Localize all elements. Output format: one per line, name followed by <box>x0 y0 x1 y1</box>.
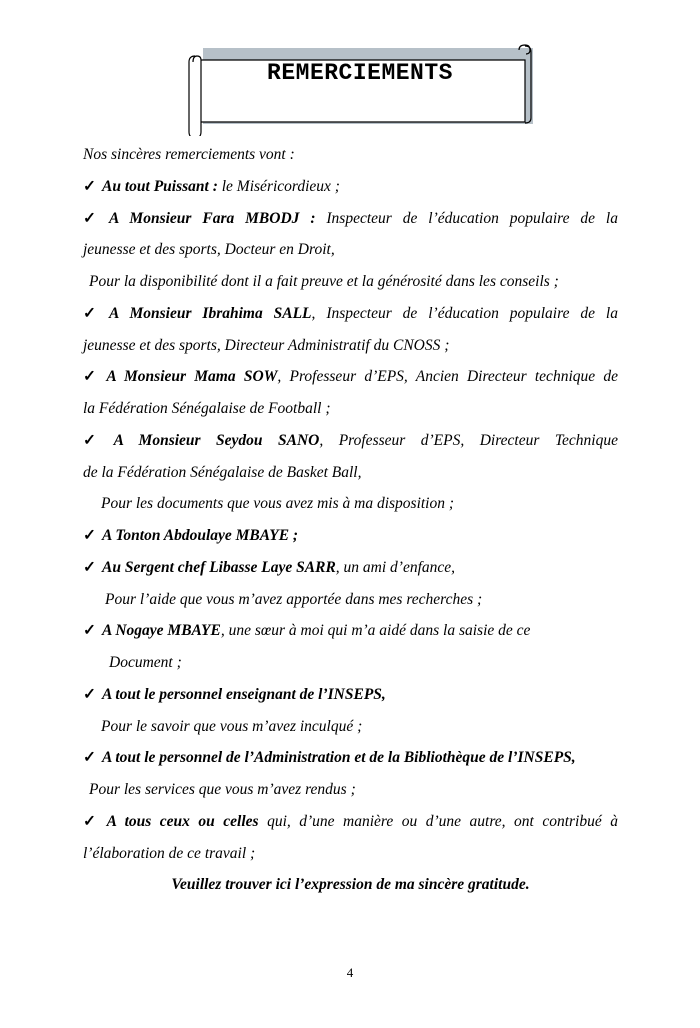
recipient-name: A tous ceux ou celles <box>106 812 259 830</box>
line-text: , un ami d’enfance, <box>335 558 456 576</box>
text-line <box>83 647 618 679</box>
recipient-name: A Monsieur Seydou SANO <box>113 431 320 449</box>
acknowledgement-item <box>83 552 618 584</box>
acknowledgement-item <box>83 361 618 393</box>
checkmark-icon: ✓ <box>83 304 104 322</box>
recipient-name: Veuillez trouver ici l’expression de ma sincère gratitude. <box>171 876 530 894</box>
acknowledgement-item <box>83 203 618 235</box>
line-text: Pour l’aide que vous m’avez apportée dans mes recherches ; <box>105 590 483 608</box>
line-text: Pour les services que vous m’avez rendus ; <box>89 781 356 798</box>
page-title: REMERCIEMENTS <box>267 60 453 86</box>
recipient-name: Au tout Puissant : <box>102 177 218 195</box>
acknowledgement-item <box>83 806 618 838</box>
recipient-name: A Tonton Abdoulaye MBAYE ; <box>102 527 299 544</box>
line-text: , Inspecteur de l’éducation populaire de la <box>311 304 618 322</box>
line-text: , Professeur d’EPS, Directeur Technique <box>319 431 618 449</box>
text-line <box>83 774 618 806</box>
acknowledgement-item <box>83 298 618 330</box>
line-text: Document ; <box>109 654 182 671</box>
acknowledgement-item <box>83 171 618 203</box>
recipient-name: A Monsieur Ibrahima SALL <box>109 304 312 322</box>
line-text: le Miséricordieux ; <box>217 177 340 195</box>
line-text: Pour le savoir que vous m’avez inculqué ; <box>101 717 363 735</box>
checkmark-icon: ✓ <box>83 622 96 640</box>
acknowledgement-item <box>83 425 618 457</box>
text-line <box>83 330 618 362</box>
line-text: la Fédération Sénégalaise de Football ; <box>83 400 331 417</box>
recipient-name: A Monsieur Mama SOW <box>106 368 278 386</box>
text-line <box>83 393 618 425</box>
text-line <box>83 457 618 489</box>
text-line <box>83 234 618 266</box>
acknowledgement-item <box>83 520 618 552</box>
line-text: , Professeur d’EPS, Ancien Directeur technique de <box>277 368 618 386</box>
checkmark-icon: ✓ <box>83 685 96 703</box>
checkmark-icon: ✓ <box>83 558 96 576</box>
checkmark-icon: ✓ <box>83 527 96 544</box>
text-line <box>83 838 618 870</box>
title-scroll-banner <box>183 36 543 136</box>
recipient-name: A tout le personnel enseignant de l’INSEPS, <box>102 685 386 703</box>
text-line <box>83 711 618 743</box>
checkmark-icon: ✓ <box>83 177 96 195</box>
page-number: 4 <box>346 965 354 980</box>
line-text: , une sœur à moi qui m’a aidé dans la saisie de ce <box>220 622 531 640</box>
line-text: Nos sincères remerciements vont : <box>83 146 295 163</box>
line-text: qui, d’une manière ou d’une autre, ont contribué à <box>258 812 618 830</box>
acknowledgement-item <box>83 615 618 647</box>
recipient-name: A tout le personnel de l’Administration et de la Bibliothèque de l’INSEPS, <box>102 749 576 767</box>
checkmark-icon: ✓ <box>83 368 101 386</box>
line-text: jeunesse et des sports, Directeur Administratif du CNOSS ; <box>83 336 450 354</box>
text-line <box>83 584 618 616</box>
checkmark-icon: ✓ <box>83 812 101 830</box>
checkmark-icon: ✓ <box>83 209 104 227</box>
text-line <box>83 869 618 901</box>
recipient-name: A Monsieur Fara MBODJ : <box>109 209 316 227</box>
checkmark-icon: ✓ <box>83 431 108 449</box>
line-text: de la Fédération Sénégalaise de Basket Ball, <box>83 463 362 481</box>
line-text: Inspecteur de l’éducation populaire de la <box>315 209 618 227</box>
recipient-name: A Nogaye MBAYE <box>102 622 221 640</box>
line-text: Pour les documents que vous avez mis à ma disposition ; <box>101 495 455 513</box>
recipient-name: Au Sergent chef Libasse Laye SARR <box>102 558 336 576</box>
checkmark-icon: ✓ <box>83 749 96 767</box>
acknowledgements-body <box>83 139 618 901</box>
line-text: jeunesse et des sports, Docteur en Droit, <box>83 241 335 259</box>
acknowledgement-item <box>83 679 618 711</box>
acknowledgement-item <box>83 742 618 774</box>
text-line <box>83 266 618 298</box>
line-text: l’élaboration de ce travail ; <box>83 844 256 862</box>
line-text: Pour la disponibilité dont il a fait preuve et la générosité dans les conseils ; <box>89 273 559 290</box>
text-line <box>83 139 618 171</box>
text-line <box>83 488 618 520</box>
